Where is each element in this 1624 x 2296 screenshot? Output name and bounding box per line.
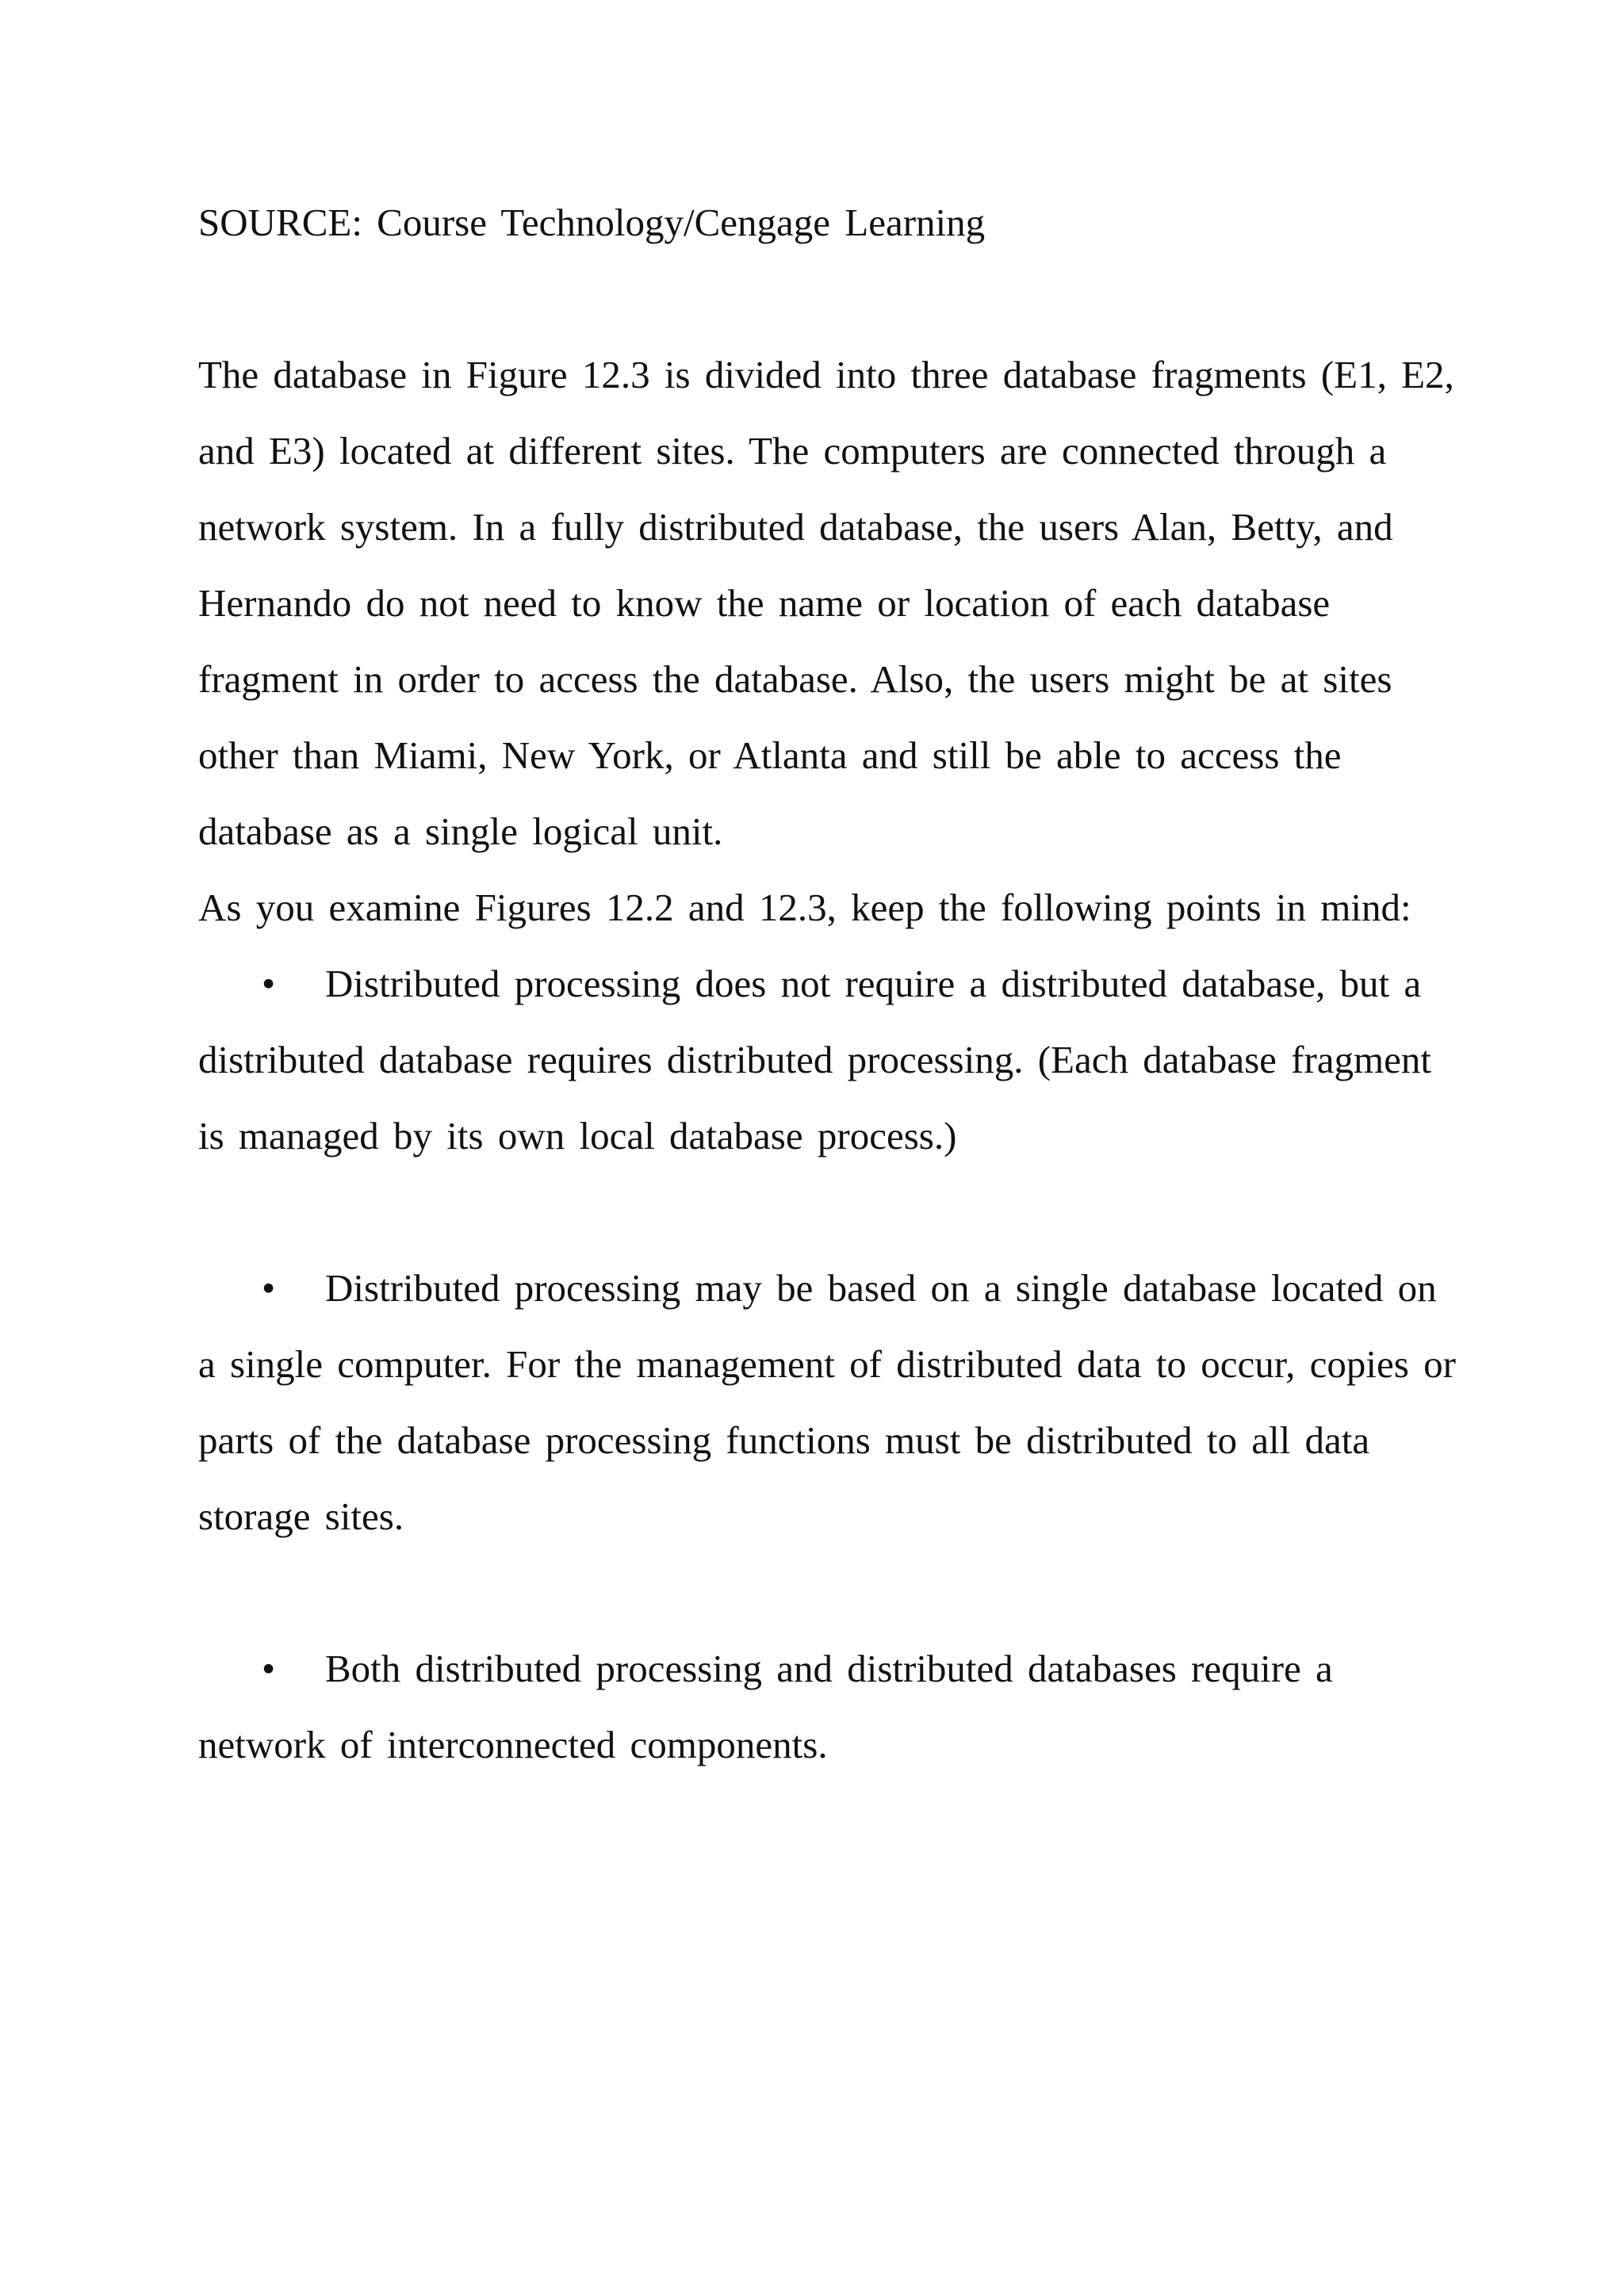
bullet-icon: •	[262, 1266, 276, 1310]
source-line: SOURCE: Course Technology/Cengage Learning	[198, 201, 986, 244]
paragraph-fully-distributed-database: The database in Figure 12.3 is divided into three database fragments (E1, E2, and E3) located at different sites. The computers are connected through a network system. In a fully distributed database, the users Alan, Betty, and Hernando do not need to know the name or location of each database fragment in order to access the database. Also, the users might be at sites other than Miami, New York, or Atlanta and still be able to access the database as a single logical unit.	[198, 353, 1454, 853]
bullet-icon: •	[262, 962, 276, 1005]
bullet-item-3	[198, 1631, 1467, 1783]
bullet-text: Both distributed processing and distributed databases require a network of interconnected components.	[198, 1647, 1333, 1766]
bullet-icon: •	[262, 1647, 276, 1690]
document-body	[198, 185, 1467, 1783]
paragraph-points-intro: As you examine Figures 12.2 and 12.3, keep the following points in mind:	[198, 886, 1411, 929]
bullet-item-1	[198, 946, 1467, 1174]
bullet-text: Distributed processing does not require a distributed database, but a distributed database requires distributed processing. (Each database fragment is managed by its own local database process.)	[198, 962, 1432, 1158]
bullet-item-2	[198, 1250, 1467, 1555]
bullet-text: Distributed processing may be based on a single database located on a single computer. For the management of distributed data to occur, copies or parts of the database processing functions must be distributed to all data storage sites.	[198, 1266, 1456, 1538]
